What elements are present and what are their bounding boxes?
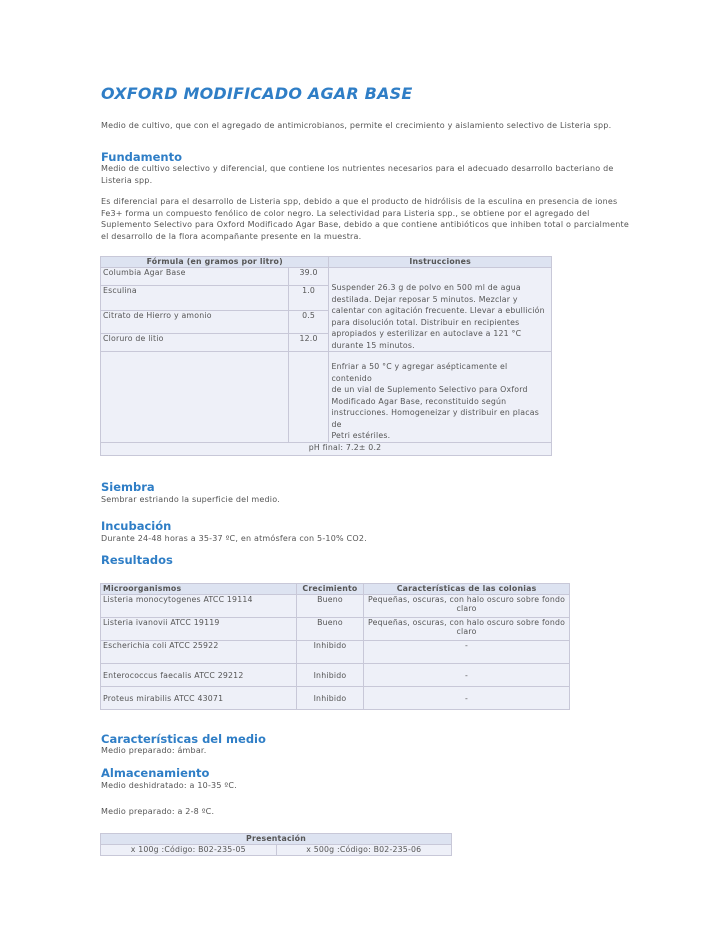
fundamento-p2-line: el desarrollo de la flora acompañante presente en la muestra.: [101, 231, 362, 241]
characteristics-line: claro: [456, 604, 477, 613]
results-organism: Listeria ivanovii ATCC 19119: [101, 618, 297, 641]
results-table: [100, 583, 570, 710]
results-growth: Inhibido: [296, 641, 363, 664]
resultados-heading: Resultados: [101, 553, 173, 567]
instruction-line: para disolución total. Distribuir en recipientes: [331, 317, 520, 327]
formula-value: 1.0: [288, 286, 329, 310]
results-characteristics: -: [364, 641, 570, 664]
results-organism: Listeria monocytogenes ATCC 19114: [101, 595, 297, 618]
almacenamiento-text-2: Medio preparado: a 2-8 ºC.: [101, 807, 215, 816]
instructions-cell-1: [329, 268, 552, 352]
formula-header: Fórmula (en gramos por litro): [101, 257, 329, 268]
instruction-line: destilada. Dejar reposar 5 minutos. Mezclar y: [331, 294, 518, 304]
caracteristicas-text: Medio preparado: ámbar.: [101, 746, 207, 755]
results-organism: Escherichia coli ATCC 25922: [101, 641, 297, 664]
formula-table: [100, 256, 552, 456]
formula-ingredient: Esculina: [101, 286, 289, 310]
results-row: [101, 618, 570, 641]
instructions-cell-2: [329, 352, 552, 443]
incubacion-heading: Incubación: [101, 519, 172, 533]
instruction-line: durante 15 minutos.: [331, 340, 415, 350]
characteristics-line: Pequeñas, oscuras, con halo oscuro sobre fondo: [367, 595, 566, 604]
results-growth: Inhibido: [296, 687, 363, 710]
instruction-line: Modificado Agar Base, reconstituido según: [331, 396, 507, 406]
formula-value: 0.5: [288, 310, 329, 333]
instruction-line: calentar con agitación frecuente. Llevar a ebullición: [331, 306, 545, 315]
almacenamiento-text-1: Medio deshidratado: a 10-35 ºC.: [101, 781, 237, 790]
almacenamiento-heading: Almacenamiento: [101, 766, 210, 780]
presentacion-table: [100, 833, 452, 856]
fundamento-paragraph-1: [101, 163, 641, 186]
fundamento-heading: Fundamento: [101, 150, 183, 164]
results-header-growth: Crecimiento: [296, 584, 363, 595]
characteristics-line: Pequeñas, oscuras, con halo oscuro sobre fondo: [367, 618, 566, 627]
formula-empty-cell: [288, 352, 329, 443]
siembra-text: Sembrar estriando la superficie del medio.: [101, 495, 280, 504]
formula-value: 12.0: [288, 333, 329, 351]
formula-ingredient: Columbia Agar Base: [101, 268, 289, 286]
fundamento-p1-line: Listeria spp.: [101, 175, 153, 185]
results-row: [101, 664, 570, 687]
page-title: OXFORD MODIFICADO AGAR BASE: [101, 84, 413, 103]
instruction-line: instrucciones. Homogeneizar y distribuir en placas de: [331, 408, 539, 429]
instruction-line: de un vial de Suplemento Selectivo para Oxford: [331, 385, 528, 394]
results-growth: Bueno: [296, 618, 363, 641]
results-characteristics: -: [364, 687, 570, 710]
presentacion-item: x 100g :Código: B02-235-05: [101, 845, 277, 856]
caracteristicas-heading: Características del medio: [101, 732, 266, 746]
ph-final: pH final: 7.2± 0.2: [101, 442, 552, 455]
results-characteristics: [364, 618, 570, 641]
presentacion-item: x 500g :Código: B02-235-06: [276, 845, 452, 856]
fundamento-p2-line: Fe3+ forma un compuesto fenólico de color negro. La selectividad para Listeria spp., se obtiene por el agregado del: [101, 208, 590, 218]
results-organism: Enterococcus faecalis ATCC 29212: [101, 664, 297, 687]
formula-value: 39.0: [288, 268, 329, 286]
formula-empty-cell: [101, 352, 289, 443]
instruction-line: Suspender 26.3 g de polvo en 500 ml de agua: [331, 283, 521, 292]
results-row: [101, 687, 570, 710]
formula-ingredient: Cloruro de litio: [101, 333, 289, 351]
fundamento-paragraph-2: [101, 196, 641, 242]
results-row: [101, 641, 570, 664]
fundamento-p2-line: Suplemento Selectivo para Oxford Modificado Agar Base, debido a que contiene antibióticos que inhiben total o parcialmente: [101, 220, 629, 229]
presentacion-header: Presentación: [101, 834, 452, 845]
results-characteristics: -: [364, 664, 570, 687]
results-growth: Inhibido: [296, 664, 363, 687]
results-row: [101, 595, 570, 618]
results-growth: Bueno: [296, 595, 363, 618]
siembra-heading: Siembra: [101, 480, 155, 494]
intro-text: Medio de cultivo, que con el agregado de antimicrobianos, permite el crecimiento y aislamiento selectivo de Listeria spp.: [101, 121, 612, 130]
fundamento-p1-line: Medio de cultivo selectivo y diferencial, que contiene los nutrientes necesarios para el adecuado desarrollo bacteriano de: [101, 164, 614, 173]
instruction-line: Enfriar a 50 °C y agregar asépticamente el contenido: [331, 362, 508, 383]
incubacion-text: Durante 24-48 horas a 35-37 ºC, en atmósfera con 5-10% CO2.: [101, 534, 367, 543]
characteristics-line: claro: [456, 627, 477, 636]
results-header-organism: Microorganismos: [101, 584, 297, 595]
results-header-characteristics: Características de las colonias: [364, 584, 570, 595]
instructions-header: Instrucciones: [329, 257, 552, 268]
instruction-line: Petri estériles.: [331, 431, 391, 440]
instruction-line: apropiados y esterilizar en autoclave a 121 °C: [331, 329, 522, 338]
formula-ingredient: Citrato de Hierro y amonio: [101, 310, 289, 333]
fundamento-p2-line: Es diferencial para el desarrollo de Listeria spp, debido a que el producto de hidrólisis de la esculina en presencia de iones: [101, 197, 618, 206]
results-organism: Proteus mirabilis ATCC 43071: [101, 687, 297, 710]
results-characteristics: [364, 595, 570, 618]
